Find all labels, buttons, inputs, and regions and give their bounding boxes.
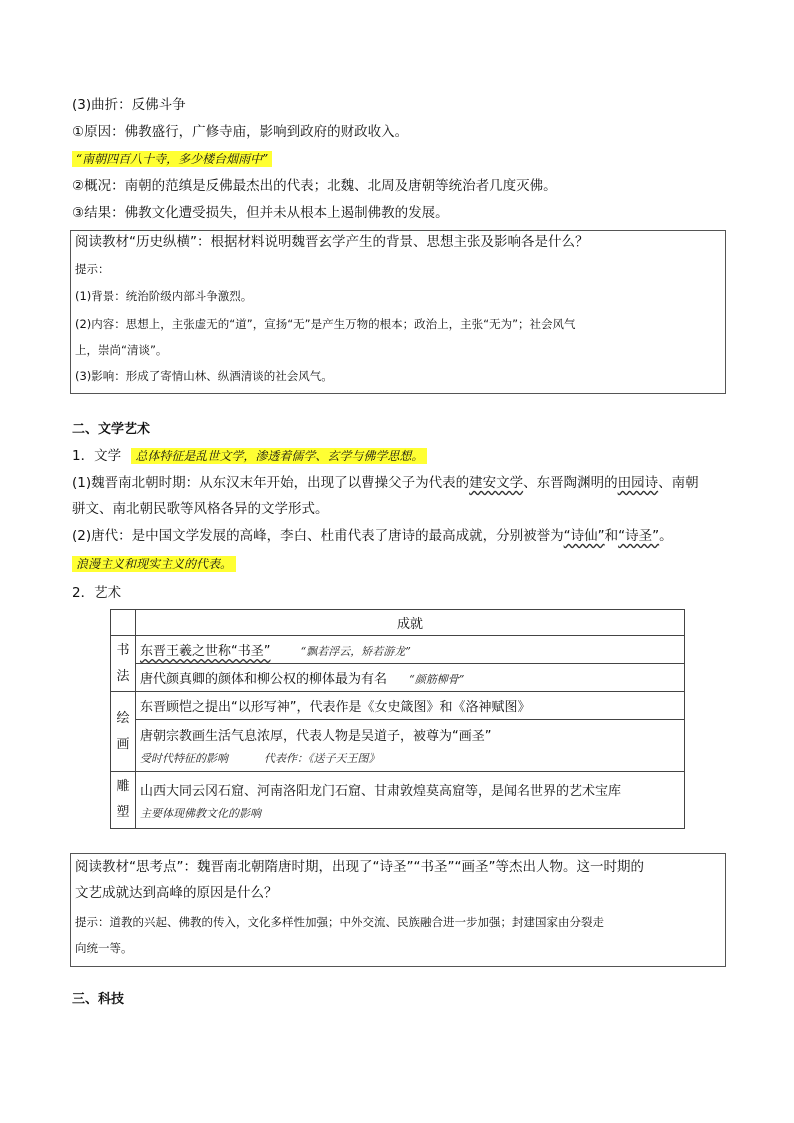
box1-content-line2: 上，崇尚“清谈”。 [75, 343, 168, 357]
wei-jin-line1: (1)魏晋南北朝时期：从东汉末年开始，出现了以曹操父子为代表的建安文学、东晋陶渊明的田园诗、南朝 [72, 475, 699, 491]
jian-an-literature: 建安文学 [469, 475, 524, 491]
box1-influence: (3)影响：形成了寄情山林、纵酒清谈的社会风气。 [75, 369, 333, 383]
literature-label: 1．文学 [72, 448, 122, 464]
box1-background: (1)背景：统治阶级内部斗争激烈。 [75, 289, 253, 303]
poem-highlight-text: “南朝四百八十寺，多少楼台烟雨中” [72, 151, 272, 167]
wei-jin-line2: 骈文、南北朝民歌等风格各异的文学形式。 [72, 501, 329, 517]
poet-sage: “诗圣” [618, 528, 660, 544]
category-calligraphy: 书 法 [111, 636, 136, 692]
art-label: 2．艺术 [72, 585, 122, 601]
category-painting: 绘 画 [111, 692, 136, 772]
pastoral-poetry: 田园诗 [617, 475, 659, 491]
tang-highlight-line [72, 555, 236, 573]
result-text: ③结果：佛教文化遭受损失，但并未从根本上遏制佛教的发展。 [72, 205, 449, 221]
category-sculpture: 雕 塑 [111, 772, 136, 829]
section-heading-twists: (3)曲折：反佛斗争 [72, 97, 186, 113]
table-header: 成就 [136, 610, 685, 636]
reason-text: ①原因：佛教盛行，广修寺庙，影响到政府的财政收入。 [72, 124, 409, 140]
box1-hint-label: 提示： [75, 262, 110, 276]
poet-immortal: “诗仙” [563, 528, 605, 544]
tang-line1: (2)唐代：是中国文学发展的高峰，李白、杜甫代表了唐诗的最高成就，分别被誉为“诗仙”和“诗圣”。 [72, 528, 673, 544]
tang-highlight: 浪漫主义和现实主义的代表。 [72, 556, 236, 572]
reading-box-think [70, 853, 726, 967]
overview-text: ②概况：南朝的范缜是反佛最杰出的代表；北魏、北周及唐朝等统治者几度灭佛。 [72, 178, 557, 194]
literature-line [72, 447, 427, 465]
painting-row1: 东晋顾恺之提出“以形写神”，代表作是《女史箴图》和《洛神赋图》 [136, 692, 685, 720]
calligraphy-row2: 唐代颜真卿的颜体和柳公权的柳体最为有名 “颜筋柳骨” [136, 664, 685, 692]
calligraphy-row1: 东晋王羲之世称“书圣” “飘若浮云，矫若游龙” [136, 636, 685, 664]
sculpture-row: 山西大同云冈石窟、河南洛阳龙门石窟、甘肃敦煌莫高窟等，是闻名世界的艺术宝库 主要体现佛教文化的影响 [136, 772, 685, 829]
box2-question-line1: 阅读教材“思考点”：魏晋南北朝隋唐时期，出现了“诗圣”“书圣”“画圣”等杰出人物。这一时期的 [75, 859, 644, 875]
box2-hint-line2: 向统一等。 [75, 941, 133, 955]
painting-row2: 唐朝宗教画生活气息浓厚，代表人物是吴道子，被尊为“画圣” 受时代特征的影响 代表作：《送子天王图》 [136, 720, 685, 772]
reading-box-history [70, 230, 726, 394]
box2-question-line2: 文艺成就达到高峰的原因是什么？ [75, 885, 278, 901]
box1-question: 阅读教材“历史纵横”：根据材料说明魏晋玄学产生的背景、思想主张及影响各是什么？ [75, 234, 589, 250]
poem-highlight [72, 150, 272, 168]
literature-highlight: 总体特征是乱世文学，渗透着儒学、玄学与佛学思想。 [131, 448, 427, 464]
art-achievements-table [110, 609, 685, 829]
part3-title: 三、科技 [72, 992, 125, 1007]
box2-hint-line1: 提示：道教的兴起、佛教的传入，文化多样性加强；中外交流、民族融合进一步加强；封建国家由分裂走 [75, 915, 604, 929]
part2-title: 二、文学艺术 [72, 422, 151, 437]
box1-content-line1: (2)内容：思想上，主张虚无的“道”，宣扬“无”是产生万物的根本；政治上，主张“无为”；社会风气 [75, 317, 576, 331]
